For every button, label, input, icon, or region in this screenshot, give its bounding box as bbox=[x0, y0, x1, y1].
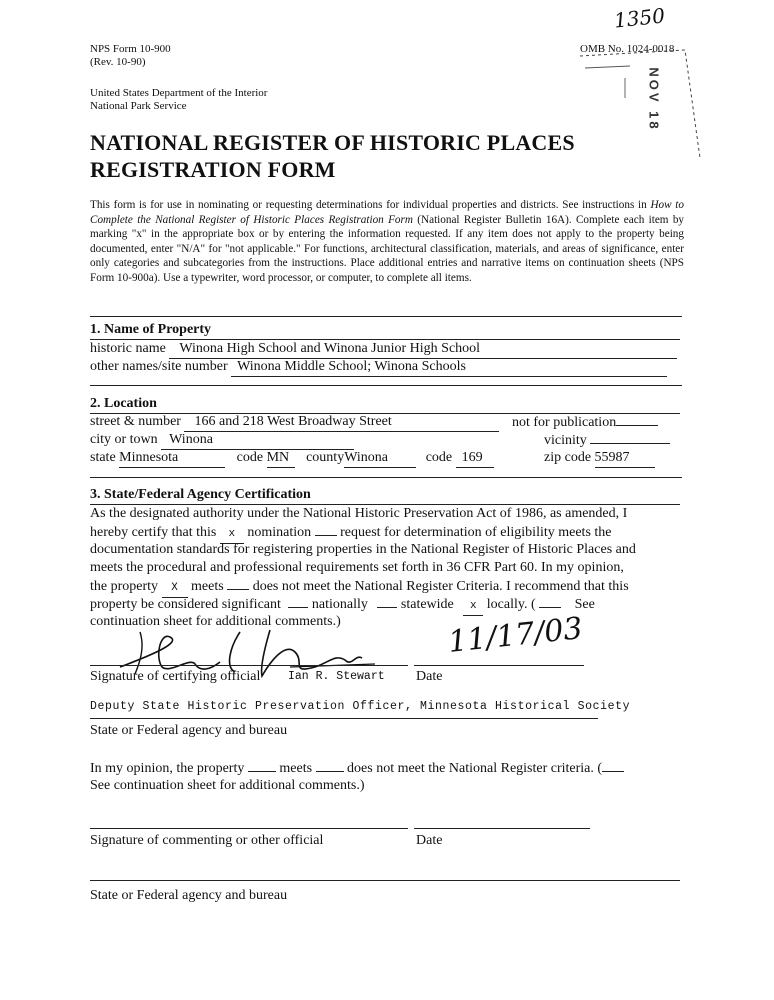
not-for-publication bbox=[512, 413, 658, 432]
nationally-label: nationally bbox=[311, 597, 368, 612]
statewide-checkbox[interactable] bbox=[377, 595, 397, 608]
city-label: city or town bbox=[90, 432, 158, 447]
county-code-field[interactable]: 169 bbox=[456, 449, 494, 468]
opinion-continuation-checkbox[interactable] bbox=[602, 759, 624, 772]
city-field[interactable]: Winona bbox=[161, 431, 354, 450]
opinion-not-meet-checkbox[interactable] bbox=[316, 759, 344, 772]
historic-name-row bbox=[90, 340, 677, 359]
signature-date: 11/17/03 bbox=[446, 611, 585, 660]
signature2-line bbox=[90, 828, 408, 829]
received-stamp bbox=[575, 48, 705, 168]
opinion-line-1 bbox=[90, 759, 624, 778]
other-names-label: other names/site number bbox=[90, 359, 228, 374]
not-meet-checkbox[interactable] bbox=[227, 577, 249, 590]
instructions-p2-pre: in bbox=[638, 199, 651, 211]
cert-line-1: As the designated authority under the National Historic Preservation Act of 1986, as amended, I bbox=[90, 506, 628, 521]
agency2-line bbox=[90, 880, 680, 881]
agency2-label: State or Federal agency and bureau bbox=[90, 888, 288, 903]
omb-number: OMB No. 1024-0018 bbox=[580, 43, 675, 55]
state-code-field[interactable]: MN bbox=[267, 449, 295, 468]
opinion-meets-label: meets bbox=[279, 761, 313, 776]
cert-line-3: documentation standards for registering properties in the National Register of Historic Places and bbox=[90, 542, 636, 557]
eligibility-label: request for determination of eligibility meets the bbox=[340, 525, 612, 540]
opinion-meets-checkbox[interactable] bbox=[248, 759, 276, 772]
nationally-checkbox[interactable] bbox=[288, 595, 308, 608]
nomination-checkbox[interactable]: x bbox=[220, 525, 244, 544]
department: United States Department of the Interior bbox=[90, 87, 268, 99]
section1-rule-bottom bbox=[90, 385, 682, 386]
state-field[interactable]: Minnesota bbox=[119, 449, 225, 468]
cert-line-2-pre: hereby certify that this bbox=[90, 525, 217, 540]
opinion-pre: In my opinion, the property bbox=[90, 761, 245, 776]
cert-line-5-post: does not meet the National Register Criteria. I recommend that this bbox=[252, 579, 629, 594]
street-label: street & number bbox=[90, 414, 181, 429]
county-label: county bbox=[306, 450, 345, 465]
significance-label: property be considered significant bbox=[90, 597, 281, 612]
stamp-date: NOV 18 bbox=[646, 67, 662, 132]
title-line-2: REGISTRATION FORM bbox=[90, 157, 336, 182]
date-label: Date bbox=[416, 669, 443, 684]
not-for-publication-label: not for publication bbox=[512, 415, 617, 430]
agency-label: State or Federal agency and bureau bbox=[90, 723, 288, 738]
historic-name-field[interactable]: Winona High School and Winona Junior High School bbox=[169, 340, 677, 359]
section2-rule-bottom bbox=[90, 477, 682, 478]
zip-row bbox=[544, 449, 655, 468]
street-field[interactable]: 166 and 218 West Broadway Street bbox=[184, 413, 499, 432]
see-label: See bbox=[574, 597, 595, 612]
instructions-p2-post: (National Register Bulletin 16A). bbox=[412, 213, 572, 226]
locally-checkbox[interactable]: x bbox=[463, 597, 483, 616]
historic-name-label: historic name bbox=[90, 341, 166, 356]
locally-label: locally. ( bbox=[486, 597, 536, 612]
not-for-publication-field[interactable] bbox=[616, 413, 658, 426]
vicinity-field[interactable] bbox=[590, 431, 670, 444]
street-row bbox=[90, 413, 499, 432]
eligibility-checkbox[interactable] bbox=[315, 523, 337, 536]
form-revision: (Rev. 10-90) bbox=[90, 56, 146, 68]
statewide-label: statewide bbox=[400, 597, 454, 612]
state-code-label: code bbox=[236, 450, 264, 465]
meets-label: meets bbox=[191, 579, 224, 594]
continuation-checkbox[interactable] bbox=[539, 595, 561, 608]
date-line bbox=[414, 665, 584, 666]
instructions-guide-title: How to Complete the National Register of Historic Places Registration Form bbox=[90, 199, 685, 226]
state-label: state bbox=[90, 450, 116, 465]
opinion-post: does not meet the National Register criteria. ( bbox=[347, 761, 603, 776]
vicinity-label: vicinity bbox=[544, 433, 587, 448]
zip-label: zip code bbox=[544, 450, 592, 465]
opinion-line-2: See continuation sheet for additional comments.) bbox=[90, 778, 365, 793]
other-names-field[interactable]: Winona Middle School; Winona Schools bbox=[231, 358, 667, 377]
county-code-label: code bbox=[425, 450, 453, 465]
title-line-1: NATIONAL REGISTER OF HISTORIC PLACES bbox=[90, 130, 575, 155]
county-field[interactable]: Winona bbox=[344, 449, 416, 468]
signature-line bbox=[90, 665, 408, 666]
date2-label: Date bbox=[416, 833, 443, 848]
section1-rule-top bbox=[90, 316, 682, 317]
instructions bbox=[90, 198, 684, 285]
section1-heading: 1. Name of Property bbox=[90, 321, 680, 340]
state-row bbox=[90, 449, 494, 468]
section3-heading: 3. State/Federal Agency Certification bbox=[90, 486, 680, 505]
zip-field[interactable]: 55987 bbox=[595, 449, 655, 468]
meets-checkbox[interactable]: X bbox=[162, 579, 188, 598]
handwritten-number: 1350 bbox=[612, 3, 667, 33]
official-title: Deputy State Historic Preservation Officer, Minnesota Historical Society bbox=[90, 700, 631, 713]
service: National Park Service bbox=[90, 100, 187, 112]
agency-line bbox=[90, 718, 598, 719]
city-row bbox=[90, 431, 354, 450]
cert-line-5-pre: the property bbox=[90, 579, 159, 594]
instructions-p1: This form is for use in nominating or requesting determinations for individual properties and districts. See instructions bbox=[90, 199, 635, 211]
signature-label: Signature of certifying official bbox=[90, 669, 261, 684]
form-number: NPS Form 10-900 bbox=[90, 43, 171, 55]
instructions-rest: Complete each item by marking "x" in the appropriate box or by entering the information requested. If any item does not apply to the property being documented, enter "N/A" for "not applicable." For functions, architectural classification, materials, and areas of significance, enter only categories and subcategories from the instructions. Place additional entries and narrative items on continuation sheets (NPS Form 10-900a). Use a typewriter, word processor, or computer, to complete all items. bbox=[90, 213, 685, 284]
signature2-label: Signature of commenting or other official bbox=[90, 833, 324, 848]
section2-heading: 2. Location bbox=[90, 395, 680, 414]
date2-line bbox=[414, 828, 590, 829]
nomination-label: nomination bbox=[247, 525, 312, 540]
other-names-row bbox=[90, 358, 667, 377]
cert-line-7: continuation sheet for additional comments.) bbox=[90, 614, 341, 629]
cert-line-4: meets the procedural and professional requirements set forth in 36 CFR Part 60. In my opinion, bbox=[90, 560, 624, 575]
vicinity bbox=[544, 431, 670, 450]
signer-name: Ian R. Stewart bbox=[288, 670, 385, 683]
